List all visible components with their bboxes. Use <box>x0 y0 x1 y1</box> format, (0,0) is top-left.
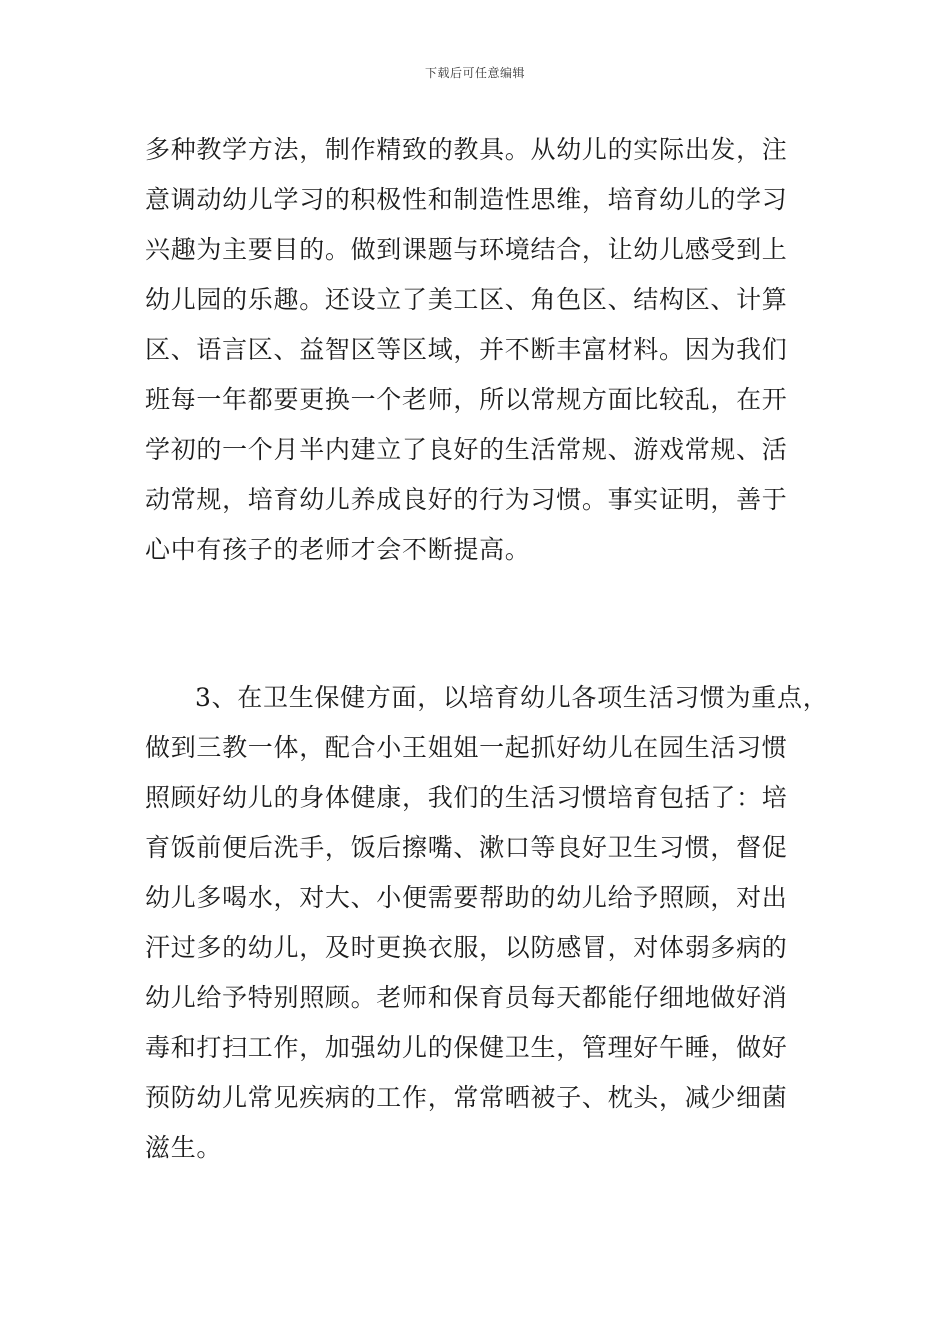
paragraph-2-line: 做到三教一体，配合小王姐姐一起抓好幼儿在园生活习惯 <box>145 733 788 762</box>
header-note: 下载后可任意编辑 <box>424 66 525 80</box>
paragraph-1-line: 兴趣为主要目的。做到课题与环境结合，让幼儿感受到上 <box>145 235 788 264</box>
paragraph-2-line: 3、在卫生保健方面，以培育幼儿各项生活习惯为重点， <box>195 683 829 712</box>
paragraph-1-line: 班每一年都要更换一个老师，所以常规方面比较乱，在开 <box>145 385 788 414</box>
paragraph-1-line: 动常规，培育幼儿养成良好的行为习惯。事实证明，善于 <box>145 485 788 514</box>
paragraph-2-line: 幼儿给予特别照顾。老师和保育员每天都能仔细地做好消 <box>145 983 788 1012</box>
paragraph-1-line: 心中有孩子的老师才会不断提高。 <box>145 535 531 564</box>
paragraph-2-line: 汗过多的幼儿，及时更换衣服，以防感冒，对体弱多病的 <box>145 933 788 962</box>
paragraph-1-line: 多种教学方法，制作精致的教具。从幼儿的实际出发，注 <box>145 135 788 164</box>
paragraph-1-line: 意调动幼儿学习的积极性和制造性思维，培育幼儿的学习 <box>145 185 788 214</box>
paragraph-2-line: 育饭前便后洗手，饭后擦嘴、漱口等良好卫生习惯，督促 <box>145 833 788 862</box>
paragraph-2-line: 滋生。 <box>145 1133 223 1162</box>
paragraph-2-line: 幼儿多喝水，对大、小便需要帮助的幼儿给予照顾，对出 <box>145 883 788 912</box>
paragraph-2-line: 照顾好幼儿的身体健康，我们的生活习惯培育包括了：培 <box>145 783 788 812</box>
paragraph-1-line: 区、语言区、益智区等区域，并不断丰富材料。因为我们 <box>145 335 788 364</box>
paragraph-2-line: 预防幼儿常见疾病的工作，常常晒被子、枕头，减少细菌 <box>145 1083 788 1112</box>
paragraph-1-line: 学初的一个月半内建立了良好的生活常规、游戏常规、活 <box>145 435 788 464</box>
paragraph-1-line: 幼儿园的乐趣。还设立了美工区、角色区、结构区、计算 <box>145 285 788 314</box>
paragraph-2-line: 毒和打扫工作，加强幼儿的保健卫生，管理好午睡，做好 <box>145 1033 788 1062</box>
